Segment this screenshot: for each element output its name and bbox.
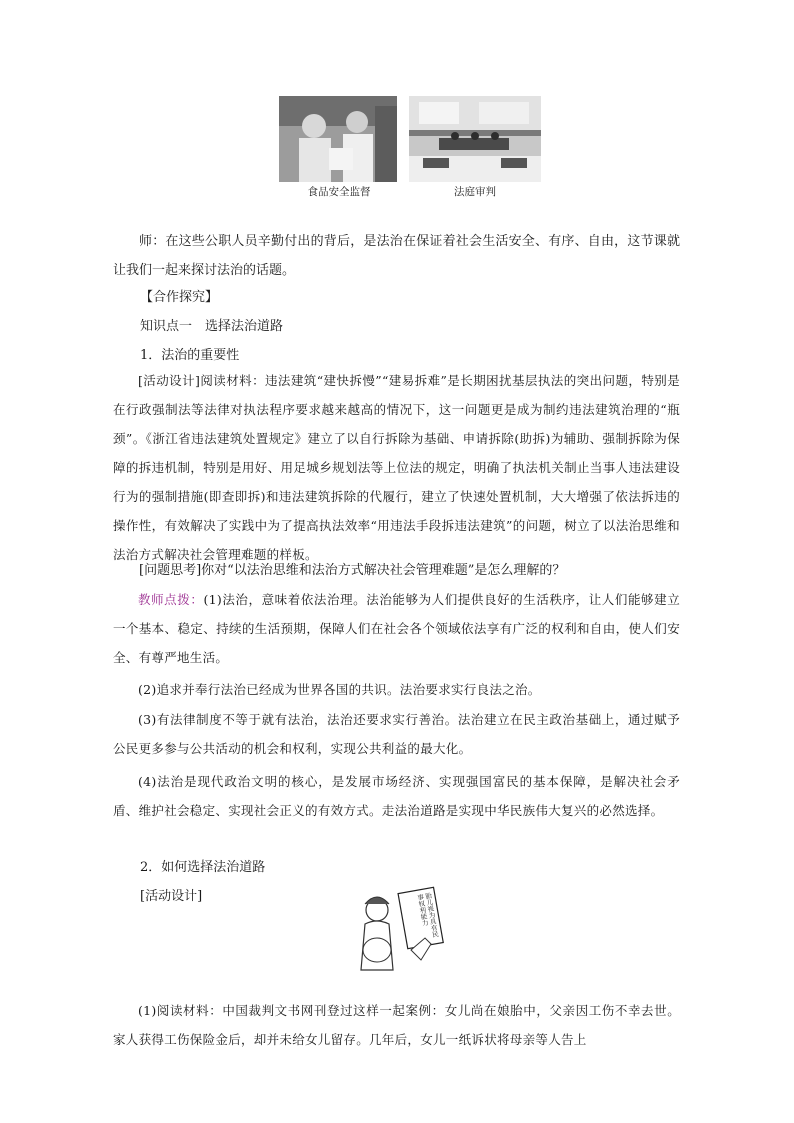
subheading-importance: 1．法治的重要性: [140, 348, 240, 363]
guidance-point-4: (4)法治是现代政治文明的核心，是发展市场经济、实现强国富民的基本保障，是解决社会矛盾、维护社会稳定、实现社会正义的有效方式。走法治道路是实现中华民族伟大复兴的必然选择。: [113, 774, 680, 818]
guidance-point-1: (1)法治，意味着依法治理。法治能够为人们提供良好的生活秩序，让人们能够建立一个基本、稳定、持续的生活预期，保障人们在社会各个领域依法享有广泛的权利和自由，使人们安全、有尊严地生活。: [113, 592, 680, 665]
cartoon-sign-text: 胎儿视为具有民事权利能力: [415, 891, 440, 939]
cartoon-illustration: [351, 880, 447, 976]
food-safety-photo: [279, 96, 397, 182]
knowledge-point-title: 知识点一 选择法治道路: [140, 319, 284, 334]
photo-row: [279, 96, 541, 196]
teacher-guidance-label: 教师点拨：: [138, 592, 204, 607]
court-trial-photo: [409, 96, 541, 182]
subheading-choose-path: 2．如何选择法治道路: [140, 860, 266, 875]
question-thinking: [问题思考]你对“以法治思维和法治方式解决社会管理难题”是怎么理解的？: [139, 563, 566, 578]
reading-material-case: (1)阅读材料：中国裁判文书网刊登过这样一起案例：女儿尚在娘胎中，父亲因工伤不幸去世。家人获得工伤保险金后，却并未给女儿留存。几年后，女儿一纸诉状将母亲等人告上: [113, 1003, 680, 1047]
teacher-intro: 师：在这些公职人员辛勤付出的背后，是法治在保证着社会生活安全、有序、自由，这节课就让我们一起来探讨法治的话题。: [113, 234, 680, 278]
activity-design-label: [活动设计]: [140, 889, 203, 904]
guidance-point-2: (2)追求并奉行法治已经成为世界各国的共识。法治要求实行良法之治。: [138, 682, 541, 697]
photo-caption-food-safety: 食品安全监督: [307, 186, 371, 198]
activity-design-reading: [活动设计]阅读材料：违法建筑“建快拆慢”“建易拆难”是长期困扰基层执法的突出问题，特别是在行政强制法等法律对执法程序要求越来越高的情况下，这一问题更是成为制约违法建筑治理的“瓶颈”。《浙江省违法建筑处置规定》建立了以自行拆除为基础、申请拆除(助拆)为辅助、强制拆除为保障的拆违机制，特别是用好、用足城乡规划法等上位法的规定，明确了执法机关制止当事人违法建设行为的强制措施(即查即拆)和违法建筑拆除的代履行，建立了快速处置机制，大大增强了依法拆违的操作性，有效解决了实践中为了提高执法效率“用违法手段拆违法建筑”的问题，树立了以法治思维和法治方式解决社会管理难题的样板。: [113, 373, 680, 562]
photo-caption-court: 法庭审判: [454, 186, 496, 198]
guidance-point-3: (3)有法律制度不等于就有法治，法治还要求实行善治。法治建立在民主政治基础上，通过赋予公民更多参与公共活动的机会和权利，实现公共利益的最大化。: [113, 712, 680, 756]
section-title: 【合作探究】: [140, 290, 219, 305]
teacher-guidance: [113, 585, 680, 672]
